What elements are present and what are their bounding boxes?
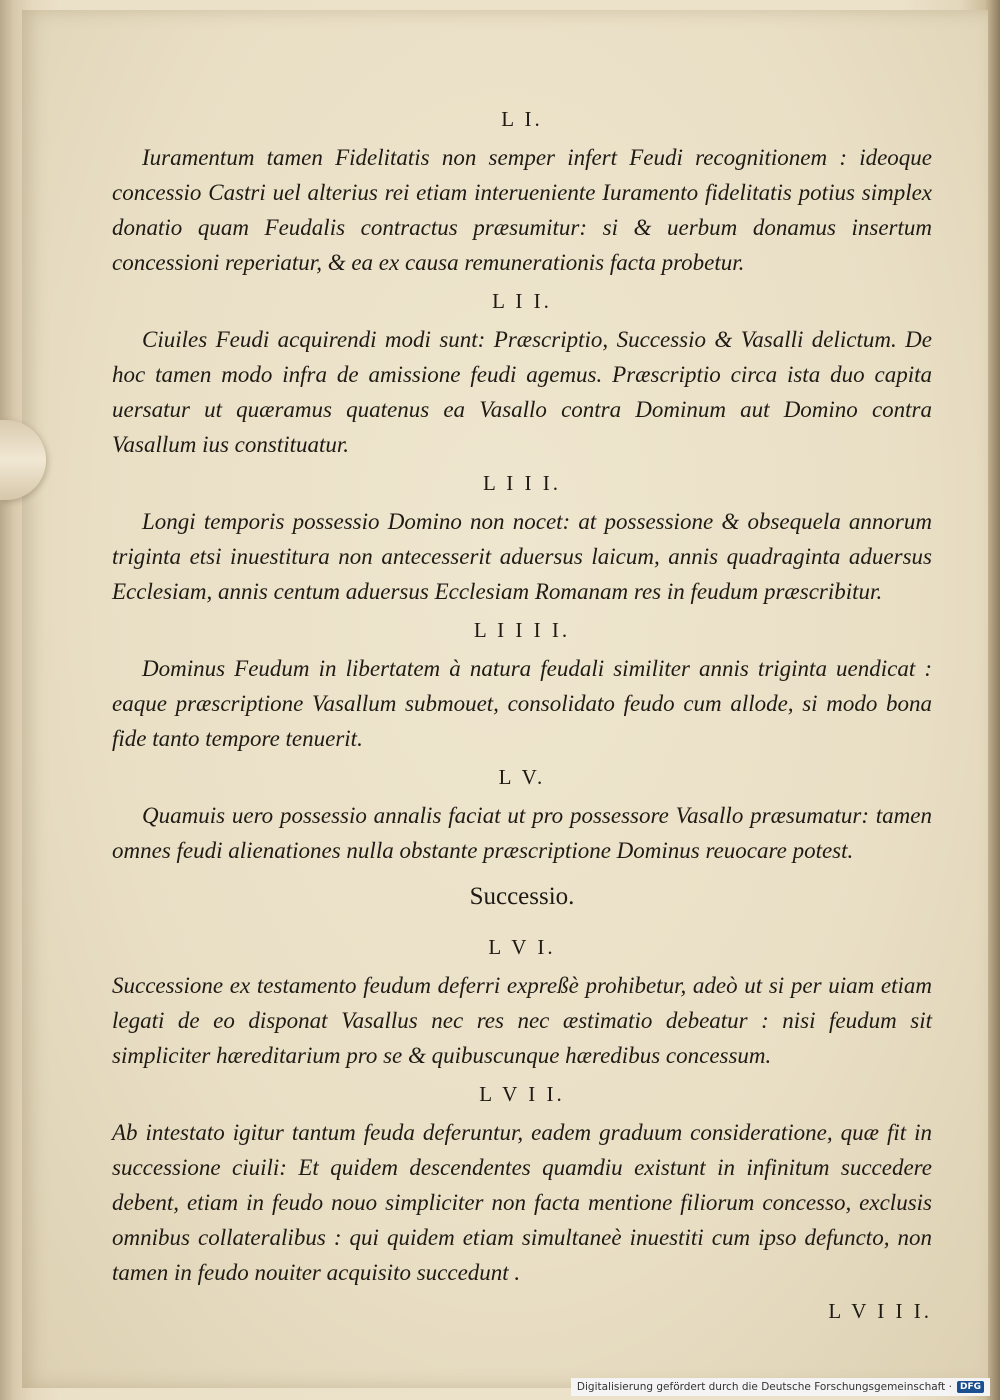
section-heading: L I I I I. <box>473 618 571 642</box>
section-heading: L V I. <box>488 935 556 959</box>
section-heading: L I I I. <box>482 471 562 495</box>
section-heading: L V. <box>498 765 546 789</box>
footer-text: Digitalisierung gefördert durch die Deutsche Forschungsgemeinschaft · <box>576 1381 952 1393</box>
paragraph: Dominus Feudum in libertatem à natura feudali similiter annis triginta uendicat : eaque præscriptione Vasallum submouet, consolidato feudo cum allode, si modo bona fide tanto tempore tenuerit. <box>112 656 932 751</box>
section-heading: L I. <box>501 107 543 131</box>
section-heading: L V I I. <box>479 1082 565 1106</box>
digitization-footer <box>571 1378 990 1396</box>
paragraph: Iuramentum tamen Fidelitatis non semper infert Feudi recognitionem : ideoque concessio Castri uel alterius rei etiam interueniente Iuramento fidelitatis potius simplex donatio quam Feudalis contractus præsumitur: si & uerbum donamus insertum concessioni reperiatur, & ea ex causa remunerationis facta probetur. <box>112 145 932 275</box>
catchword: L V I I I. <box>828 1299 932 1323</box>
paragraph: Ciuiles Feudi acquirendi modi sunt: Præscriptio, Successio & Vasalli delictum. De hoc tamen modo infra de amissione feudi agemus. Præscriptio circa ista duo capita uersatur ut quæramus quatenus ea Vasallo contra Dominum aut Domino contra Vasallum ius constituatur. <box>112 327 932 457</box>
paragraph: Successione ex testamento feudum deferri expreßè prohibetur, adeò ut si per uiam etiam legati de eo disponat Vasallus nec res nec æstimatio debeatur : nisi feudum sit simpliciter hæreditarium pro se & quibuscunque hæredibus concessum. <box>112 973 932 1068</box>
dfg-logo-icon: DFG <box>957 1381 984 1393</box>
page-body <box>112 100 932 1329</box>
chapter-title: Successio. <box>469 883 575 910</box>
section-heading: L I I. <box>492 289 552 313</box>
paragraph: Longi temporis possessio Domino non nocet: at possessione & obsequela annorum triginta etsi inuestitura non antecesserit aduersus laicum, annis quadraginta aduersus Ecclesiam, annis centum aduersus Ecclesiam Romanam res in feudum præscribitur. <box>112 509 932 604</box>
paragraph: Quamuis uero possessio annalis faciat ut pro possessore Vasallo præsumatur: tamen omnes feudi alienationes nulla obstante præscriptione Dominus reuocare potest. <box>112 803 932 863</box>
paragraph: Ab intestato igitur tantum feuda deferuntur, eadem graduum consideratione, quæ fit in successione ciuili: Et quidem descendentes quamdiu existunt in infinitum succedere debent, etiam in feudo nouo simpliciter non facta mentione filiorum concesso, exclusis omnibus collateralibus : qui quidem etiam simultaneè inuestiti cum ipso defuncto, non tamen in feudo nouiter acquisito succedunt . <box>112 1120 932 1285</box>
